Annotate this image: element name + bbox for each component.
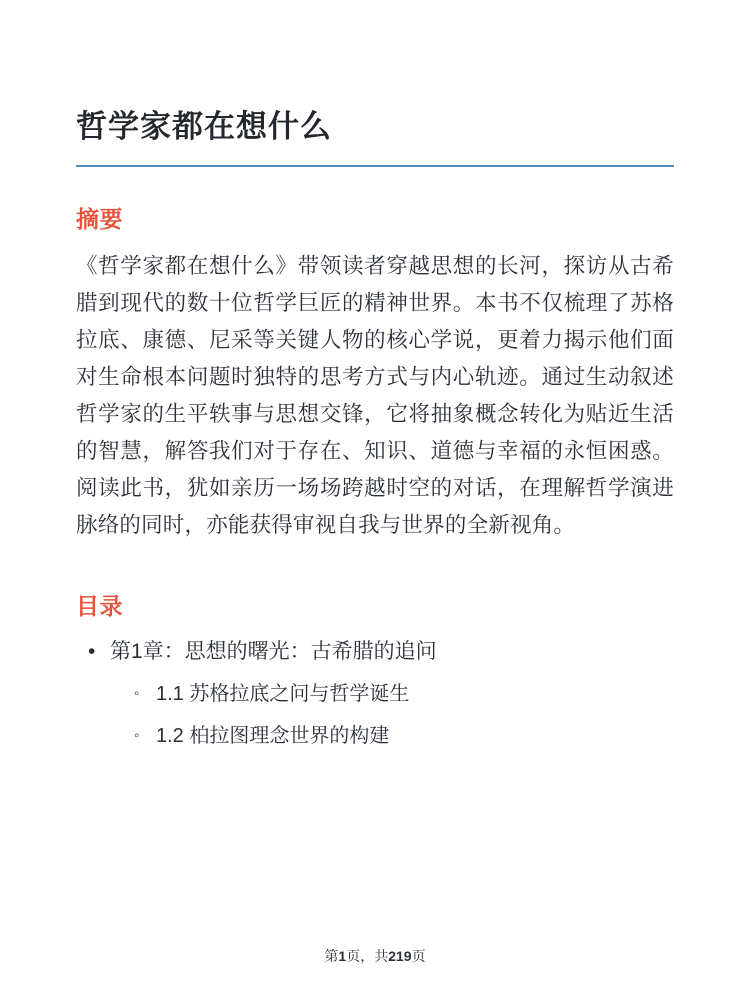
footer-total-pages: 219 [388,948,412,964]
circle-bullet-icon: ◦ [134,685,140,703]
toc-sublist-1 [110,678,674,752]
footer-suffix: 页 [411,948,426,964]
circle-bullet-icon: ◦ [134,727,140,745]
footer-current-page: 1 [338,948,347,964]
toc-section-1-2[interactable] [110,720,674,752]
footer-prefix: 第 [324,948,339,964]
footer-middle: 页，共 [346,948,389,964]
toc-list [76,635,674,753]
toc-section-label: 1.1 苏格拉底之问与哲学诞生 [156,683,410,706]
page-title: 哲学家都在想什么 [76,109,332,144]
page-footer [0,946,750,966]
toc-section-1-1[interactable] [110,678,674,710]
toc-section-label: 1.2 柏拉图理念世界的构建 [156,725,390,748]
bullet-icon: • [88,639,96,663]
toc-chapter-1[interactable] [76,635,674,753]
title-divider [76,165,674,167]
abstract-heading: 摘要 [76,205,123,232]
toc-chapter-label: 第1章：思想的曙光：古希腊的追问 [110,639,437,663]
abstract-text: 《哲学家都在想什么》带领读者穿越思想的长河，探访从古希腊到现代的数十位哲学巨匠的精神世界。本书不仅梳理了苏格拉底、康德、尼采等关键人物的核心学说，更着力揭示他们面对生命根本问题时独特的思考方式与内心轨迹。通过生动叙述哲学家的生平轶事与思想交锋，它将抽象概念转化为贴近生活的智慧，解答我们对于存在、知识、道德与幸福的永恒困惑。阅读此书，犹如亲历一场场跨越时空的对话，在理解哲学演进脉络的同时，亦能获得审视自我与世界的全新视角。 [76,253,674,537]
toc-heading: 目录 [76,592,123,619]
